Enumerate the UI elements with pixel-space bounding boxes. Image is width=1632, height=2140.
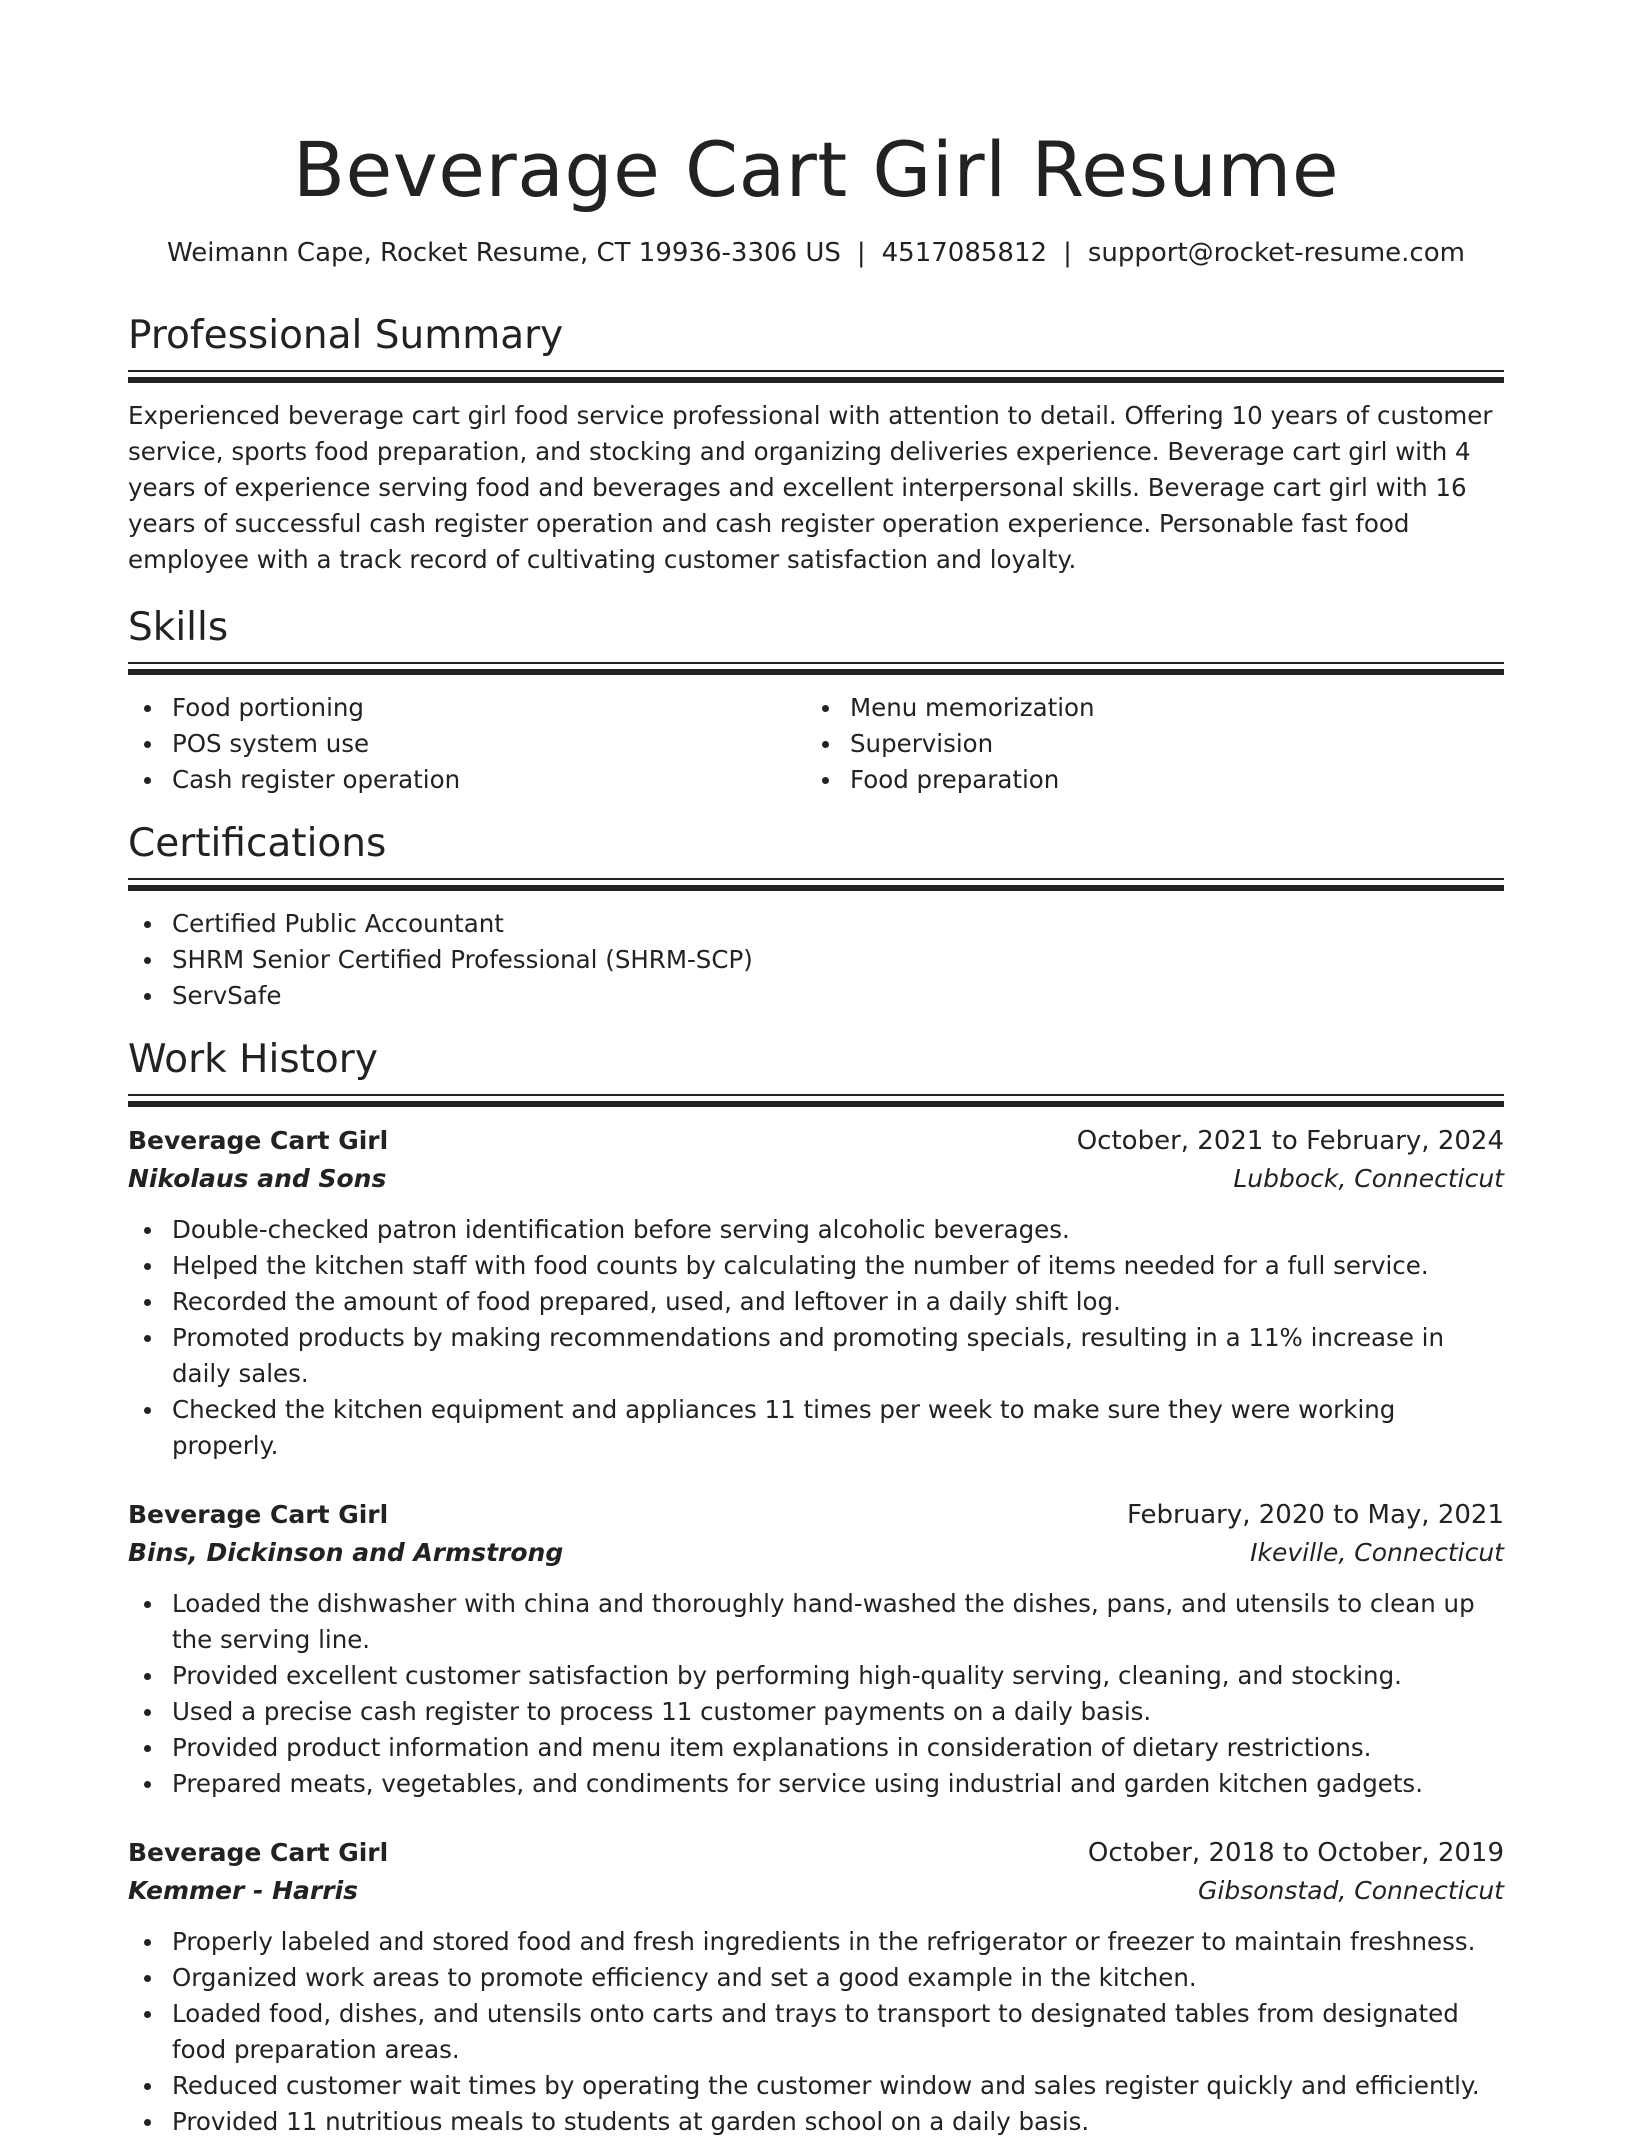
job-bullet: Used a precise cash register to process 11 customer payments on a daily basis. — [128, 1694, 1504, 1730]
skill-item: Food portioning — [128, 690, 806, 726]
job-bullet: Properly labeled and stored food and fresh ingredients in the refrigerator or freezer to maintain freshness. — [128, 1924, 1504, 1960]
job-entry — [128, 1834, 1504, 2140]
skills-heading: Skills — [128, 605, 229, 650]
job-bullet: Prepared meats, vegetables, and condiments for service using industrial and garden kitchen gadgets. — [128, 1766, 1504, 1802]
job-location: Lubbock, Connecticut — [1233, 1164, 1504, 1193]
job-dates: October, 2021 to February, 2024 — [1076, 1126, 1504, 1156]
job-entry — [128, 1122, 1504, 1464]
job-title: Beverage Cart Girl — [128, 1500, 389, 1529]
job-location: Gibsonstad, Connecticut — [1198, 1876, 1504, 1905]
contact-phone: 4517085812 — [881, 238, 1048, 268]
certifications-section — [128, 820, 1504, 1014]
job-bullets — [128, 1212, 1504, 1464]
job-dates: February, 2020 to May, 2021 — [1127, 1500, 1504, 1530]
job-bullet: Provided excellent customer satisfaction by performing high-quality serving, cleaning, and stocking. — [128, 1658, 1504, 1694]
job-bullet: Recorded the amount of food prepared, used, and leftover in a daily shift log. — [128, 1284, 1504, 1320]
work-history-heading: Work History — [128, 1037, 378, 1082]
job-bullet: Checked the kitchen equipment and appliances 11 times per week to make sure they were working properly. — [128, 1392, 1504, 1464]
certification-item: Certified Public Accountant — [128, 906, 1504, 942]
certification-item: ServSafe — [128, 978, 1504, 1014]
job-bullet: Provided 11 nutritious meals to students at garden school on a daily basis. — [128, 2104, 1504, 2140]
skill-item: Food preparation — [806, 762, 1484, 798]
job-title: Beverage Cart Girl — [128, 1126, 389, 1155]
skills-list-right — [806, 690, 1484, 798]
job-title: Beverage Cart Girl — [128, 1838, 389, 1867]
certifications-heading: Certifications — [128, 821, 387, 866]
job-bullet: Promoted products by making recommendations and promoting specials, resulting in a 11% increase in daily sales. — [128, 1320, 1504, 1392]
skill-item: Menu memorization — [806, 690, 1484, 726]
certification-item: SHRM Senior Certified Professional (SHRM-SCP) — [128, 942, 1504, 978]
summary-text: Experienced beverage cart girl food service professional with attention to detail. Offering 10 years of customer service, sports food preparation, and stocking and organizing deliveries experience. Beverage cart girl with 4 years of experience serving food and beverages and excellent interpersonal skills. Beverage cart girl with 16 years of successful cash register operation and cash register operation experience. Personable fast food employee with a track record of cultivating customer satisfaction and loyalty. — [128, 401, 1493, 574]
section-divider — [128, 370, 1504, 384]
job-bullet: Loaded the dishwasher with china and thoroughly hand-washed the dishes, pans, and utensils to clean up the serving line. — [128, 1586, 1504, 1658]
job-bullets — [128, 1924, 1504, 2140]
job-bullet: Helped the kitchen staff with food counts by calculating the number of items needed for a full service. — [128, 1248, 1504, 1284]
job-bullet: Loaded food, dishes, and utensils onto carts and trays to transport to designated tables from designated food preparation areas. — [128, 1996, 1504, 2068]
work-history-section — [128, 1036, 1504, 2140]
section-divider — [128, 662, 1504, 676]
resume-title: Beverage Cart Girl Resume — [292, 125, 1340, 214]
contact-line — [128, 236, 1504, 270]
job-bullet: Provided product information and menu item explanations in consideration of dietary restrictions. — [128, 1730, 1504, 1766]
section-divider — [128, 1094, 1504, 1108]
skill-item: POS system use — [128, 726, 806, 762]
summary-section — [128, 312, 1504, 578]
section-divider — [128, 878, 1504, 892]
skills-grid — [128, 690, 1504, 798]
resume-page — [128, 0, 1504, 2140]
job-bullet: Double-checked patron identification before serving alcoholic beverages. — [128, 1212, 1504, 1248]
skills-section — [128, 604, 1504, 798]
skills-list-left — [128, 690, 806, 798]
skill-item: Cash register operation — [128, 762, 806, 798]
summary-heading: Professional Summary — [128, 313, 564, 358]
contact-separator: | — [856, 238, 866, 268]
job-bullet: Reduced customer wait times by operating the customer window and sales register quickly and efficiently. — [128, 2068, 1504, 2104]
job-company: Kemmer - Harris — [128, 1876, 359, 1905]
job-dates: October, 2018 to October, 2019 — [1087, 1838, 1504, 1868]
job-location: Ikeville, Connecticut — [1250, 1538, 1504, 1567]
contact-email: support@rocket-resume.com — [1087, 238, 1465, 268]
job-bullet: Organized work areas to promote efficiency and set a good example in the kitchen. — [128, 1960, 1504, 1996]
skill-item: Supervision — [806, 726, 1484, 762]
job-company: Nikolaus and Sons — [128, 1164, 387, 1193]
certifications-list — [128, 906, 1504, 1014]
job-bullets — [128, 1586, 1504, 1802]
job-entry — [128, 1496, 1504, 1802]
contact-separator: | — [1063, 238, 1072, 268]
contact-address: Weimann Cape, Rocket Resume, CT 19936-3306 US — [167, 238, 841, 268]
job-company: Bins, Dickinson and Armstrong — [128, 1538, 564, 1567]
